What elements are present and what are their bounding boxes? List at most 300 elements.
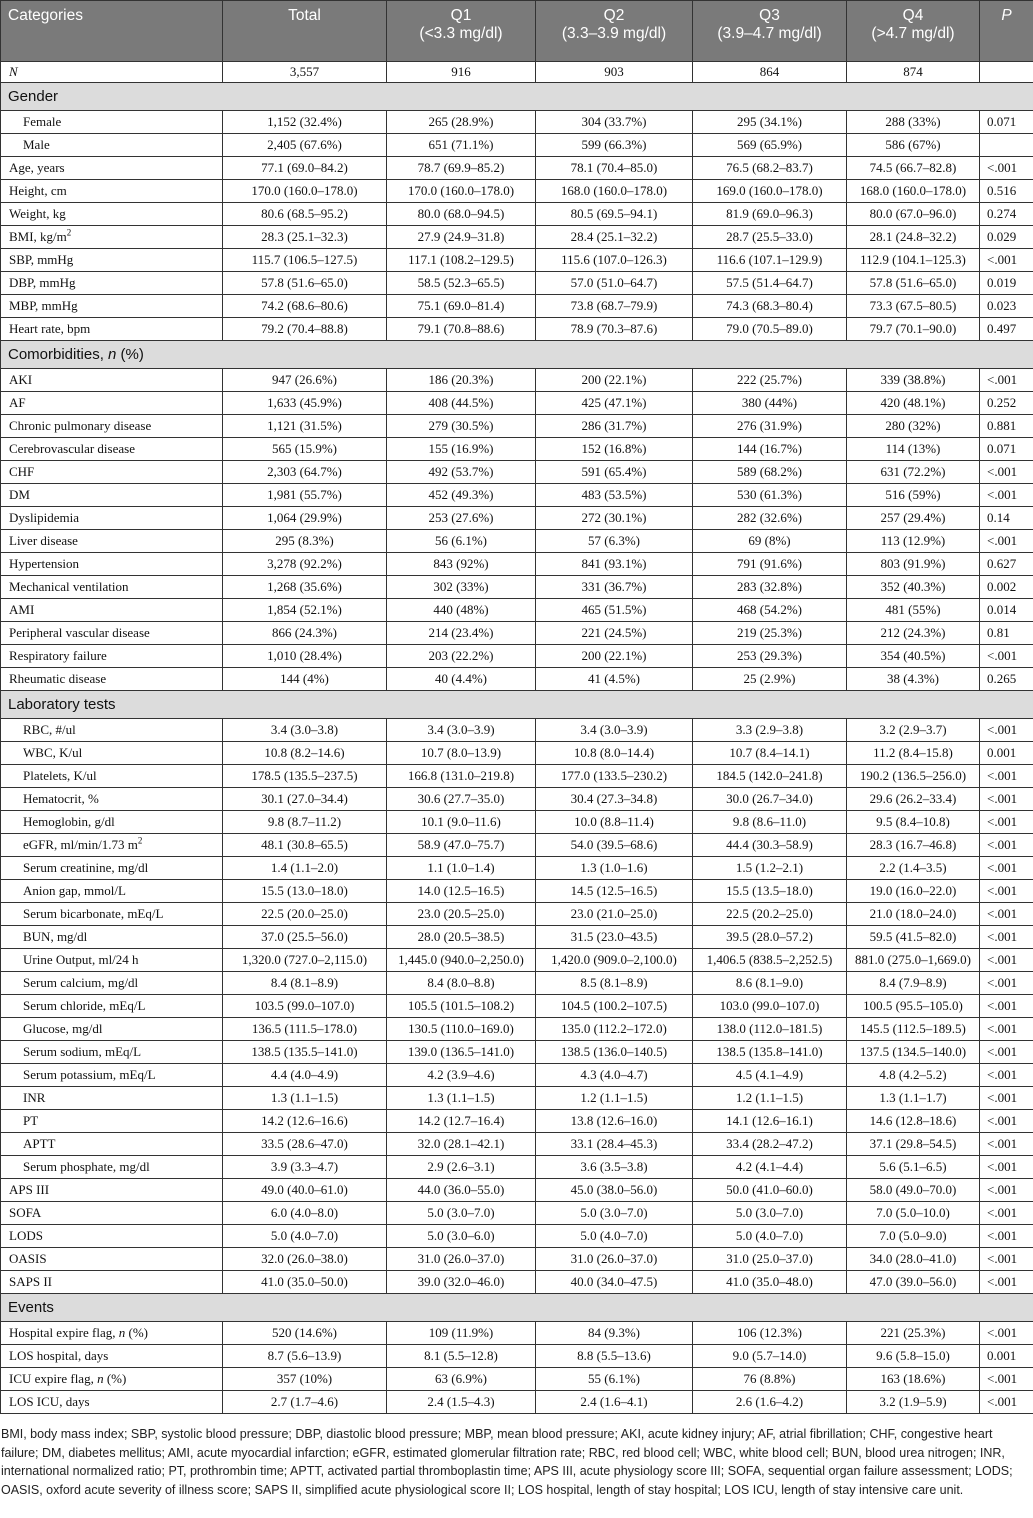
table-cell: 221 (24.5%)	[536, 622, 693, 645]
table-cell: 168.0 (160.0–178.0)	[536, 180, 693, 203]
p-value-cell: <.001	[980, 811, 1033, 834]
p-value-cell: <.001	[980, 1271, 1033, 1294]
section-header-row	[1, 1294, 1033, 1322]
column-header-2	[387, 1, 536, 62]
row-label-text: Platelets, K/ul	[23, 768, 97, 783]
table-cell: 841 (93.1%)	[536, 553, 693, 576]
table-cell: 144 (4%)	[223, 668, 387, 691]
table-row	[1, 318, 1033, 341]
table-cell: 864	[693, 62, 847, 83]
table-header	[1, 1, 1033, 62]
column-header-range: (>4.7 mg/dl)	[871, 25, 955, 42]
row-label-text: RBC, #/ul	[23, 722, 76, 737]
table-cell: 57.8 (51.6–65.0)	[223, 272, 387, 295]
table-cell: 5.0 (3.0–6.0)	[387, 1225, 536, 1248]
table-cell: 114 (13%)	[847, 438, 980, 461]
table-row	[1, 599, 1033, 622]
table-row	[1, 1179, 1033, 1202]
table-cell: 200 (22.1%)	[536, 645, 693, 668]
table-cell: 186 (20.3%)	[387, 369, 536, 392]
table-cell: 29.6 (26.2–33.4)	[847, 788, 980, 811]
table-cell: 145.5 (112.5–189.5)	[847, 1018, 980, 1041]
table-cell: 5.0 (3.0–7.0)	[693, 1202, 847, 1225]
table-cell: 77.1 (69.0–84.2)	[223, 157, 387, 180]
table-cell: 168.0 (160.0–178.0)	[847, 180, 980, 203]
row-label	[1, 1018, 223, 1041]
table-row	[1, 926, 1033, 949]
p-value-cell: <.001	[980, 461, 1033, 484]
row-label	[1, 392, 223, 415]
table-cell: 40.0 (34.0–47.5)	[536, 1271, 693, 1294]
table-row	[1, 1156, 1033, 1179]
table-cell: 37.0 (25.5–56.0)	[223, 926, 387, 949]
table-cell: 139.0 (136.5–141.0)	[387, 1041, 536, 1064]
p-value-cell: <.001	[980, 1225, 1033, 1248]
row-label-text: Cerebrovascular disease	[9, 441, 135, 456]
table-cell: 3.2 (2.9–3.7)	[847, 719, 980, 742]
row-label	[1, 415, 223, 438]
table-cell: 80.0 (67.0–96.0)	[847, 203, 980, 226]
table-cell: 4.3 (4.0–4.7)	[536, 1064, 693, 1087]
table-cell: 31.0 (25.0–37.0)	[693, 1248, 847, 1271]
table-cell: 115.7 (106.5–127.5)	[223, 249, 387, 272]
table-cell: 112.9 (104.1–125.3)	[847, 249, 980, 272]
p-value-cell: 0.627	[980, 553, 1033, 576]
table-cell: 253 (27.6%)	[387, 507, 536, 530]
table-cell: 5.6 (5.1–6.5)	[847, 1156, 980, 1179]
table-cell: 10.0 (8.8–11.4)	[536, 811, 693, 834]
table-cell: 3,278 (92.2%)	[223, 553, 387, 576]
table-row	[1, 857, 1033, 880]
row-label-text: Serum bicarbonate, mEq/L	[23, 906, 164, 921]
p-value-cell: 0.881	[980, 415, 1033, 438]
row-label-text: PT	[23, 1113, 39, 1128]
table-cell: 130.5 (110.0–169.0)	[387, 1018, 536, 1041]
table-cell: 14.6 (12.8–18.6)	[847, 1110, 980, 1133]
table-cell: 79.1 (70.8–88.6)	[387, 318, 536, 341]
table-cell: 117.1 (108.2–129.5)	[387, 249, 536, 272]
table-cell: 84 (9.3%)	[536, 1322, 693, 1345]
table-cell: 569 (65.9%)	[693, 134, 847, 157]
table-cell: 79.7 (70.1–90.0)	[847, 318, 980, 341]
table-cell: 3.4 (3.0–3.9)	[387, 719, 536, 742]
p-value-cell: <.001	[980, 369, 1033, 392]
table-cell: 1,854 (52.1%)	[223, 599, 387, 622]
table-cell: 37.1 (29.8–54.5)	[847, 1133, 980, 1156]
table-row	[1, 834, 1033, 857]
table-cell: 58.9 (47.0–75.7)	[387, 834, 536, 857]
table-cell: 44.0 (36.0–55.0)	[387, 1179, 536, 1202]
row-label	[1, 1110, 223, 1133]
table-cell: 5.0 (4.0–7.0)	[223, 1225, 387, 1248]
table-cell: 170.0 (160.0–178.0)	[223, 180, 387, 203]
row-label-text: SOFA	[9, 1205, 42, 1220]
table-row	[1, 1202, 1033, 1225]
table-cell: 109 (11.9%)	[387, 1322, 536, 1345]
table-cell: 591 (65.4%)	[536, 461, 693, 484]
table-cell: 34.0 (28.0–41.0)	[847, 1248, 980, 1271]
table-cell: 136.5 (111.5–178.0)	[223, 1018, 387, 1041]
table-cell: 465 (51.5%)	[536, 599, 693, 622]
column-header-4	[693, 1, 847, 62]
row-label-text: Age, years	[9, 160, 65, 175]
table-cell: 221 (25.3%)	[847, 1322, 980, 1345]
p-value-cell: <.001	[980, 1248, 1033, 1271]
table-cell: 41.0 (35.0–50.0)	[223, 1271, 387, 1294]
p-value-cell: <.001	[980, 249, 1033, 272]
p-value-cell: 0.274	[980, 203, 1033, 226]
table-cell: 2.9 (2.6–3.1)	[387, 1156, 536, 1179]
table-row	[1, 507, 1033, 530]
table-cell: 1.1 (1.0–1.4)	[387, 857, 536, 880]
table-cell: 3.4 (3.0–3.8)	[223, 719, 387, 742]
p-value-cell: <.001	[980, 949, 1033, 972]
table-cell: 339 (38.8%)	[847, 369, 980, 392]
p-value-cell: 0.023	[980, 295, 1033, 318]
table-cell: 28.0 (20.5–38.5)	[387, 926, 536, 949]
row-label	[1, 369, 223, 392]
p-value-cell: <.001	[980, 1202, 1033, 1225]
table-cell: 1.5 (1.2–2.1)	[693, 857, 847, 880]
table-cell: 32.0 (26.0–38.0)	[223, 1248, 387, 1271]
p-value-cell: <.001	[980, 857, 1033, 880]
table-row	[1, 1248, 1033, 1271]
row-label-text: AKI	[9, 372, 33, 387]
table-cell: 1,121 (31.5%)	[223, 415, 387, 438]
row-label-italic: n	[97, 1371, 104, 1386]
table-cell: 50.0 (41.0–60.0)	[693, 1179, 847, 1202]
table-cell: 302 (33%)	[387, 576, 536, 599]
table-cell: 380 (44%)	[693, 392, 847, 415]
table-cell: 3.4 (3.0–3.9)	[536, 719, 693, 742]
table-cell: 9.6 (5.8–15.0)	[847, 1345, 980, 1368]
row-label	[1, 719, 223, 742]
table-cell: 169.0 (160.0–178.0)	[693, 180, 847, 203]
p-value-cell: <.001	[980, 1322, 1033, 1345]
table-row	[1, 203, 1033, 226]
row-label-text: Serum calcium, mg/dl	[23, 975, 139, 990]
table-cell: 74.2 (68.6–80.6)	[223, 295, 387, 318]
p-value-cell: <.001	[980, 834, 1033, 857]
table-row	[1, 438, 1033, 461]
table-cell: 80.6 (68.5–95.2)	[223, 203, 387, 226]
p-value-cell: <.001	[980, 1018, 1033, 1041]
table-cell: 357 (10%)	[223, 1368, 387, 1391]
table-cell: 295 (8.3%)	[223, 530, 387, 553]
table-cell: 28.4 (25.1–32.2)	[536, 226, 693, 249]
row-label-text: Glucose, mg/dl	[23, 1021, 103, 1036]
table-cell: 28.3 (16.7–46.8)	[847, 834, 980, 857]
table-cell: 352 (40.3%)	[847, 576, 980, 599]
p-value-cell: 0.14	[980, 507, 1033, 530]
section-title-text: Events	[8, 1298, 54, 1316]
row-label	[1, 157, 223, 180]
table-cell: 33.1 (28.4–45.3)	[536, 1133, 693, 1156]
table-cell: 219 (25.3%)	[693, 622, 847, 645]
table-cell: 492 (53.7%)	[387, 461, 536, 484]
table-cell: 44.4 (30.3–58.9)	[693, 834, 847, 857]
table-cell: 190.2 (136.5–256.0)	[847, 765, 980, 788]
row-label	[1, 530, 223, 553]
table-row	[1, 415, 1033, 438]
table-cell: 276 (31.9%)	[693, 415, 847, 438]
row-label	[1, 903, 223, 926]
table-cell: 105.5 (101.5–108.2)	[387, 995, 536, 1018]
p-value-cell: 0.071	[980, 438, 1033, 461]
row-label-text: SAPS II	[9, 1274, 52, 1289]
table-cell: 3.3 (2.9–3.8)	[693, 719, 847, 742]
table-cell: 4.5 (4.1–4.9)	[693, 1064, 847, 1087]
row-label	[1, 1322, 223, 1345]
table-cell: 295 (34.1%)	[693, 111, 847, 134]
p-value-cell: <.001	[980, 995, 1033, 1018]
table-cell: 2,303 (64.7%)	[223, 461, 387, 484]
table-cell: 1,010 (28.4%)	[223, 645, 387, 668]
table-cell: 5.0 (4.0–7.0)	[693, 1225, 847, 1248]
table-cell: 9.8 (8.6–11.0)	[693, 811, 847, 834]
table-cell: 137.5 (134.5–140.0)	[847, 1041, 980, 1064]
row-label	[1, 134, 223, 157]
table-cell: 104.5 (100.2–107.5)	[536, 995, 693, 1018]
table-cell: 138.5 (135.5–141.0)	[223, 1041, 387, 1064]
p-value-cell: <.001	[980, 972, 1033, 995]
table-row	[1, 111, 1033, 134]
table-cell: 874	[847, 62, 980, 83]
table-cell: 22.5 (20.0–25.0)	[223, 903, 387, 926]
table-cell: 57 (6.3%)	[536, 530, 693, 553]
table-cell: 520 (14.6%)	[223, 1322, 387, 1345]
p-value-cell: 0.81	[980, 622, 1033, 645]
column-header-title: Q2	[603, 7, 625, 24]
table-cell: 200 (22.1%)	[536, 369, 693, 392]
column-header-5	[847, 1, 980, 62]
table-row	[1, 157, 1033, 180]
table-cell: 78.1 (70.4–85.0)	[536, 157, 693, 180]
table-cell: 516 (59%)	[847, 484, 980, 507]
table-cell: 1.3 (1.1–1.5)	[223, 1087, 387, 1110]
section-title-tail: (%)	[116, 345, 144, 363]
column-header-title: Total	[288, 7, 321, 24]
table-cell: 78.9 (70.3–87.6)	[536, 318, 693, 341]
table-cell: 8.1 (5.5–12.8)	[387, 1345, 536, 1368]
table-cell: 116.6 (107.1–129.9)	[693, 249, 847, 272]
row-label	[1, 622, 223, 645]
table-cell: 3,557	[223, 62, 387, 83]
p-value-cell: 0.001	[980, 742, 1033, 765]
row-label-text: Hypertension	[9, 556, 80, 571]
table-cell: 420 (48.1%)	[847, 392, 980, 415]
table-cell: 54.0 (39.5–68.6)	[536, 834, 693, 857]
column-header-1	[223, 1, 387, 62]
row-label-tail: (%)	[103, 1371, 127, 1386]
section-title-italic: n	[108, 345, 117, 363]
table-cell: 9.0 (5.7–14.0)	[693, 1345, 847, 1368]
table-cell: 177.0 (133.5–230.2)	[536, 765, 693, 788]
table-cell: 791 (91.6%)	[693, 553, 847, 576]
table-cell: 589 (68.2%)	[693, 461, 847, 484]
table-cell: 304 (33.7%)	[536, 111, 693, 134]
table-row	[1, 622, 1033, 645]
table-cell: 178.5 (135.5–237.5)	[223, 765, 387, 788]
table-cell: 265 (28.9%)	[387, 111, 536, 134]
p-value-cell: 0.001	[980, 1345, 1033, 1368]
row-label-text: DM	[9, 487, 30, 502]
table-row	[1, 903, 1033, 926]
table-cell: 14.5 (12.5–16.5)	[536, 880, 693, 903]
table-cell: 31.5 (23.0–43.5)	[536, 926, 693, 949]
row-label	[1, 972, 223, 995]
p-value-cell: <.001	[980, 1391, 1033, 1414]
table-cell: 1,981 (55.7%)	[223, 484, 387, 507]
table-cell: 28.1 (24.8–32.2)	[847, 226, 980, 249]
row-label	[1, 1248, 223, 1271]
table-cell: 31.0 (26.0–37.0)	[387, 1248, 536, 1271]
row-label-text: INR	[23, 1090, 46, 1105]
p-value-cell: <.001	[980, 880, 1033, 903]
p-value-cell: <.001	[980, 1133, 1033, 1156]
row-label	[1, 1225, 223, 1248]
row-label	[1, 318, 223, 341]
table-cell: 483 (53.5%)	[536, 484, 693, 507]
table-cell: 5.0 (4.0–7.0)	[536, 1225, 693, 1248]
table-cell: 1.2 (1.1–1.5)	[693, 1087, 847, 1110]
row-label-superscript: 2	[66, 227, 72, 238]
table-cell: 76.5 (68.2–83.7)	[693, 157, 847, 180]
table-cell: 2,405 (67.6%)	[223, 134, 387, 157]
table-row	[1, 1110, 1033, 1133]
p-value-cell: 0.516	[980, 180, 1033, 203]
p-value-cell: <.001	[980, 645, 1033, 668]
row-label-text: LODS	[9, 1228, 43, 1243]
table-cell: 1,633 (45.9%)	[223, 392, 387, 415]
row-label-text: BUN, mg/dl	[23, 929, 88, 944]
table-cell: 47.0 (39.0–56.0)	[847, 1271, 980, 1294]
table-cell: 214 (23.4%)	[387, 622, 536, 645]
row-label	[1, 1368, 223, 1391]
table-cell: 1,152 (32.4%)	[223, 111, 387, 134]
table-cell: 408 (44.5%)	[387, 392, 536, 415]
table-row	[1, 180, 1033, 203]
table-cell: 57.5 (51.4–64.7)	[693, 272, 847, 295]
table-cell: 14.2 (12.6–16.6)	[223, 1110, 387, 1133]
row-label	[1, 1041, 223, 1064]
p-value-cell: 0.252	[980, 392, 1033, 415]
table-cell: 78.7 (69.9–85.2)	[387, 157, 536, 180]
table-cell: 58.5 (52.3–65.5)	[387, 272, 536, 295]
table-cell: 283 (32.8%)	[693, 576, 847, 599]
row-label-text: Weight, kg	[9, 206, 66, 221]
table-row	[1, 949, 1033, 972]
table-cell: 7.0 (5.0–9.0)	[847, 1225, 980, 1248]
p-value-cell: <.001	[980, 719, 1033, 742]
table-row	[1, 134, 1033, 157]
column-header-title: Q1	[450, 7, 472, 24]
row-label-text: WBC, K/ul	[23, 745, 83, 760]
p-value-cell: 0.071	[980, 111, 1033, 134]
p-value-cell: <.001	[980, 1368, 1033, 1391]
table-cell: 6.0 (4.0–8.0)	[223, 1202, 387, 1225]
table-cell: 81.9 (69.0–96.3)	[693, 203, 847, 226]
table-cell: 69 (8%)	[693, 530, 847, 553]
section-title	[1, 341, 1033, 369]
table-cell: 57.8 (51.6–65.0)	[847, 272, 980, 295]
table-row	[1, 668, 1033, 691]
row-label	[1, 203, 223, 226]
table-cell: 155 (16.9%)	[387, 438, 536, 461]
row-label	[1, 1391, 223, 1414]
table-cell: 166.8 (131.0–219.8)	[387, 765, 536, 788]
column-header-range: (3.3–3.9 mg/dl)	[561, 25, 667, 42]
table-cell: 21.0 (18.0–24.0)	[847, 903, 980, 926]
section-title-text: Laboratory tests	[8, 695, 116, 713]
table-cell: 40 (4.4%)	[387, 668, 536, 691]
p-value-cell: <.001	[980, 1156, 1033, 1179]
row-label-text: APTT	[23, 1136, 56, 1151]
table-cell: 4.2 (3.9–4.6)	[387, 1064, 536, 1087]
row-label-text: Hemoglobin, g/dl	[23, 814, 115, 829]
table-cell: 4.8 (4.2–5.2)	[847, 1064, 980, 1087]
table-cell: 253 (29.3%)	[693, 645, 847, 668]
table-row	[1, 1322, 1033, 1345]
row-label	[1, 645, 223, 668]
table-cell: 10.1 (9.0–11.6)	[387, 811, 536, 834]
row-label-text: Dyslipidemia	[9, 510, 80, 525]
row-label	[1, 295, 223, 318]
table-row	[1, 484, 1033, 507]
table-cell: 7.0 (5.0–10.0)	[847, 1202, 980, 1225]
table-row	[1, 392, 1033, 415]
table-cell: 288 (33%)	[847, 111, 980, 134]
section-header-row	[1, 83, 1033, 111]
table-cell: 28.3 (25.1–32.3)	[223, 226, 387, 249]
table-row	[1, 1133, 1033, 1156]
table-cell: 49.0 (40.0–61.0)	[223, 1179, 387, 1202]
column-header-range: (<3.3 mg/dl)	[419, 25, 503, 42]
table-cell: 113 (12.9%)	[847, 530, 980, 553]
table-cell: 75.1 (69.0–81.4)	[387, 295, 536, 318]
row-label	[1, 272, 223, 295]
table-row	[1, 880, 1033, 903]
column-header-0	[1, 1, 223, 62]
table-cell: 1.3 (1.1–1.7)	[847, 1087, 980, 1110]
row-label-text: AF	[9, 395, 26, 410]
row-label	[1, 742, 223, 765]
table-row	[1, 1018, 1033, 1041]
table-cell: 916	[387, 62, 536, 83]
table-cell: 56 (6.1%)	[387, 530, 536, 553]
table-cell: 1,268 (35.6%)	[223, 576, 387, 599]
table-cell: 79.0 (70.5–89.0)	[693, 318, 847, 341]
table-cell: 279 (30.5%)	[387, 415, 536, 438]
table-cell: 1,420.0 (909.0–2,100.0)	[536, 949, 693, 972]
table-cell: 440 (48%)	[387, 599, 536, 622]
table-cell: 4.2 (4.1–4.4)	[693, 1156, 847, 1179]
table-cell: 481 (55%)	[847, 599, 980, 622]
table-cell: 651 (71.1%)	[387, 134, 536, 157]
column-header-3	[536, 1, 693, 62]
table-row	[1, 811, 1033, 834]
row-label-tail: (%)	[125, 1325, 148, 1340]
table-cell: 41 (4.5%)	[536, 668, 693, 691]
row-label-text: DBP, mmHg	[9, 275, 76, 290]
row-label	[1, 62, 223, 83]
table-cell: 48.1 (30.8–65.5)	[223, 834, 387, 857]
section-title-text: Gender	[8, 87, 59, 105]
table-cell: 57.0 (51.0–64.7)	[536, 272, 693, 295]
table-cell: 73.3 (67.5–80.5)	[847, 295, 980, 318]
table-cell: 3.9 (3.3–4.7)	[223, 1156, 387, 1179]
section-title-text: Comorbidities,	[8, 345, 109, 363]
